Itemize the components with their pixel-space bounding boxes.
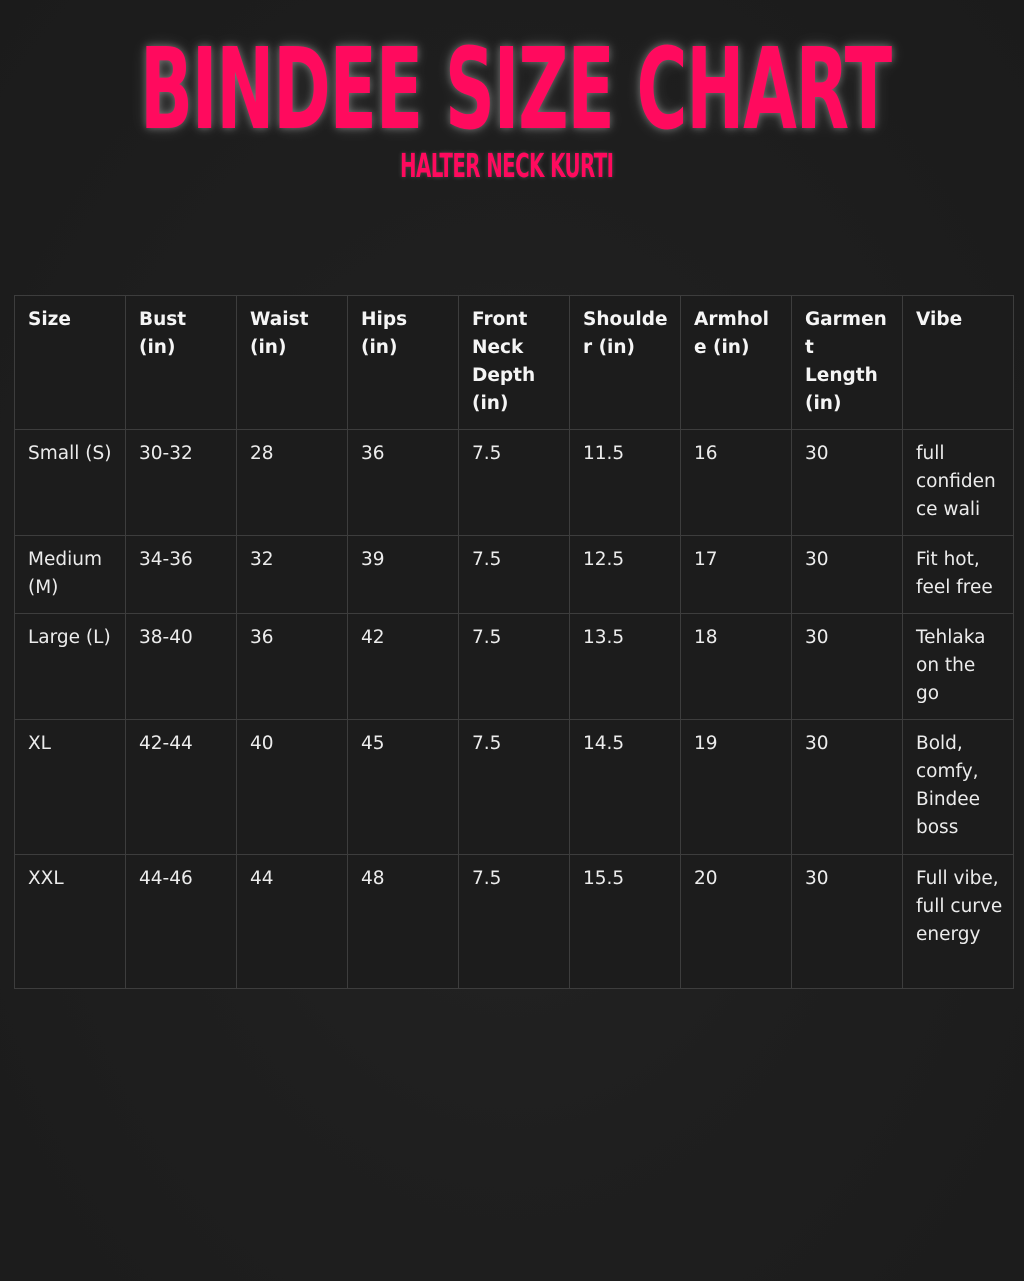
column-header-garment-length: Garment Length (in) — [792, 296, 903, 430]
table-header-row — [15, 296, 1014, 430]
table-row — [15, 720, 1014, 855]
cell-armhole: 17 — [681, 536, 792, 614]
cell-bust: 34-36 — [126, 536, 237, 614]
table-row — [15, 855, 1014, 989]
cell-size: Large (L) — [15, 614, 126, 720]
cell-waist: 40 — [237, 720, 348, 855]
cell-waist: 32 — [237, 536, 348, 614]
column-header-waist: Waist (in) — [237, 296, 348, 430]
size-chart-table — [14, 295, 1014, 989]
cell-front-neck-depth: 7.5 — [459, 720, 570, 855]
table-row — [15, 430, 1014, 536]
cell-vibe: Bold, comfy, Bindee boss — [903, 720, 1014, 855]
column-header-armhole: Armhole (in) — [681, 296, 792, 430]
cell-size: XL — [15, 720, 126, 855]
cell-bust: 42-44 — [126, 720, 237, 855]
cell-bust: 38-40 — [126, 614, 237, 720]
table-row — [15, 614, 1014, 720]
cell-garment-length: 30 — [792, 614, 903, 720]
cell-bust: 44-46 — [126, 855, 237, 989]
cell-waist: 44 — [237, 855, 348, 989]
column-header-vibe: Vibe — [903, 296, 1014, 430]
cell-front-neck-depth: 7.5 — [459, 536, 570, 614]
cell-garment-length: 30 — [792, 720, 903, 855]
column-header-shoulder: Shoulder (in) — [570, 296, 681, 430]
cell-vibe: Full vibe, full curve energy — [903, 855, 1014, 989]
cell-vibe: Tehlaka on the go — [903, 614, 1014, 720]
table-row — [15, 536, 1014, 614]
cell-garment-length: 30 — [792, 430, 903, 536]
cell-garment-length: 30 — [792, 855, 903, 989]
cell-size: Small (S) — [15, 430, 126, 536]
cell-armhole: 20 — [681, 855, 792, 989]
column-header-bust: Bust (in) — [126, 296, 237, 430]
cell-shoulder: 12.5 — [570, 536, 681, 614]
cell-waist: 36 — [237, 614, 348, 720]
cell-shoulder: 13.5 — [570, 614, 681, 720]
cell-armhole: 16 — [681, 430, 792, 536]
column-header-front-neck-depth: Front Neck Depth (in) — [459, 296, 570, 430]
page-title: BINDEE SIZE CHART — [140, 25, 891, 155]
cell-front-neck-depth: 7.5 — [459, 430, 570, 536]
cell-front-neck-depth: 7.5 — [459, 614, 570, 720]
cell-hips: 48 — [348, 855, 459, 989]
cell-armhole: 18 — [681, 614, 792, 720]
cell-vibe: full confidence wali — [903, 430, 1014, 536]
cell-hips: 42 — [348, 614, 459, 720]
cell-hips: 36 — [348, 430, 459, 536]
cell-waist: 28 — [237, 430, 348, 536]
column-header-hips: Hips (in) — [348, 296, 459, 430]
cell-bust: 30-32 — [126, 430, 237, 536]
cell-shoulder: 15.5 — [570, 855, 681, 989]
cell-vibe: Fit hot, feel free — [903, 536, 1014, 614]
cell-hips: 45 — [348, 720, 459, 855]
cell-hips: 39 — [348, 536, 459, 614]
column-header-size: Size — [15, 296, 126, 430]
cell-size: XXL — [15, 855, 126, 989]
cell-front-neck-depth: 7.5 — [459, 855, 570, 989]
cell-size: Medium (M) — [15, 536, 126, 614]
cell-shoulder: 14.5 — [570, 720, 681, 855]
cell-shoulder: 11.5 — [570, 430, 681, 536]
cell-garment-length: 30 — [792, 536, 903, 614]
page-subtitle: HALTER NECK KURTI — [400, 146, 614, 185]
cell-armhole: 19 — [681, 720, 792, 855]
